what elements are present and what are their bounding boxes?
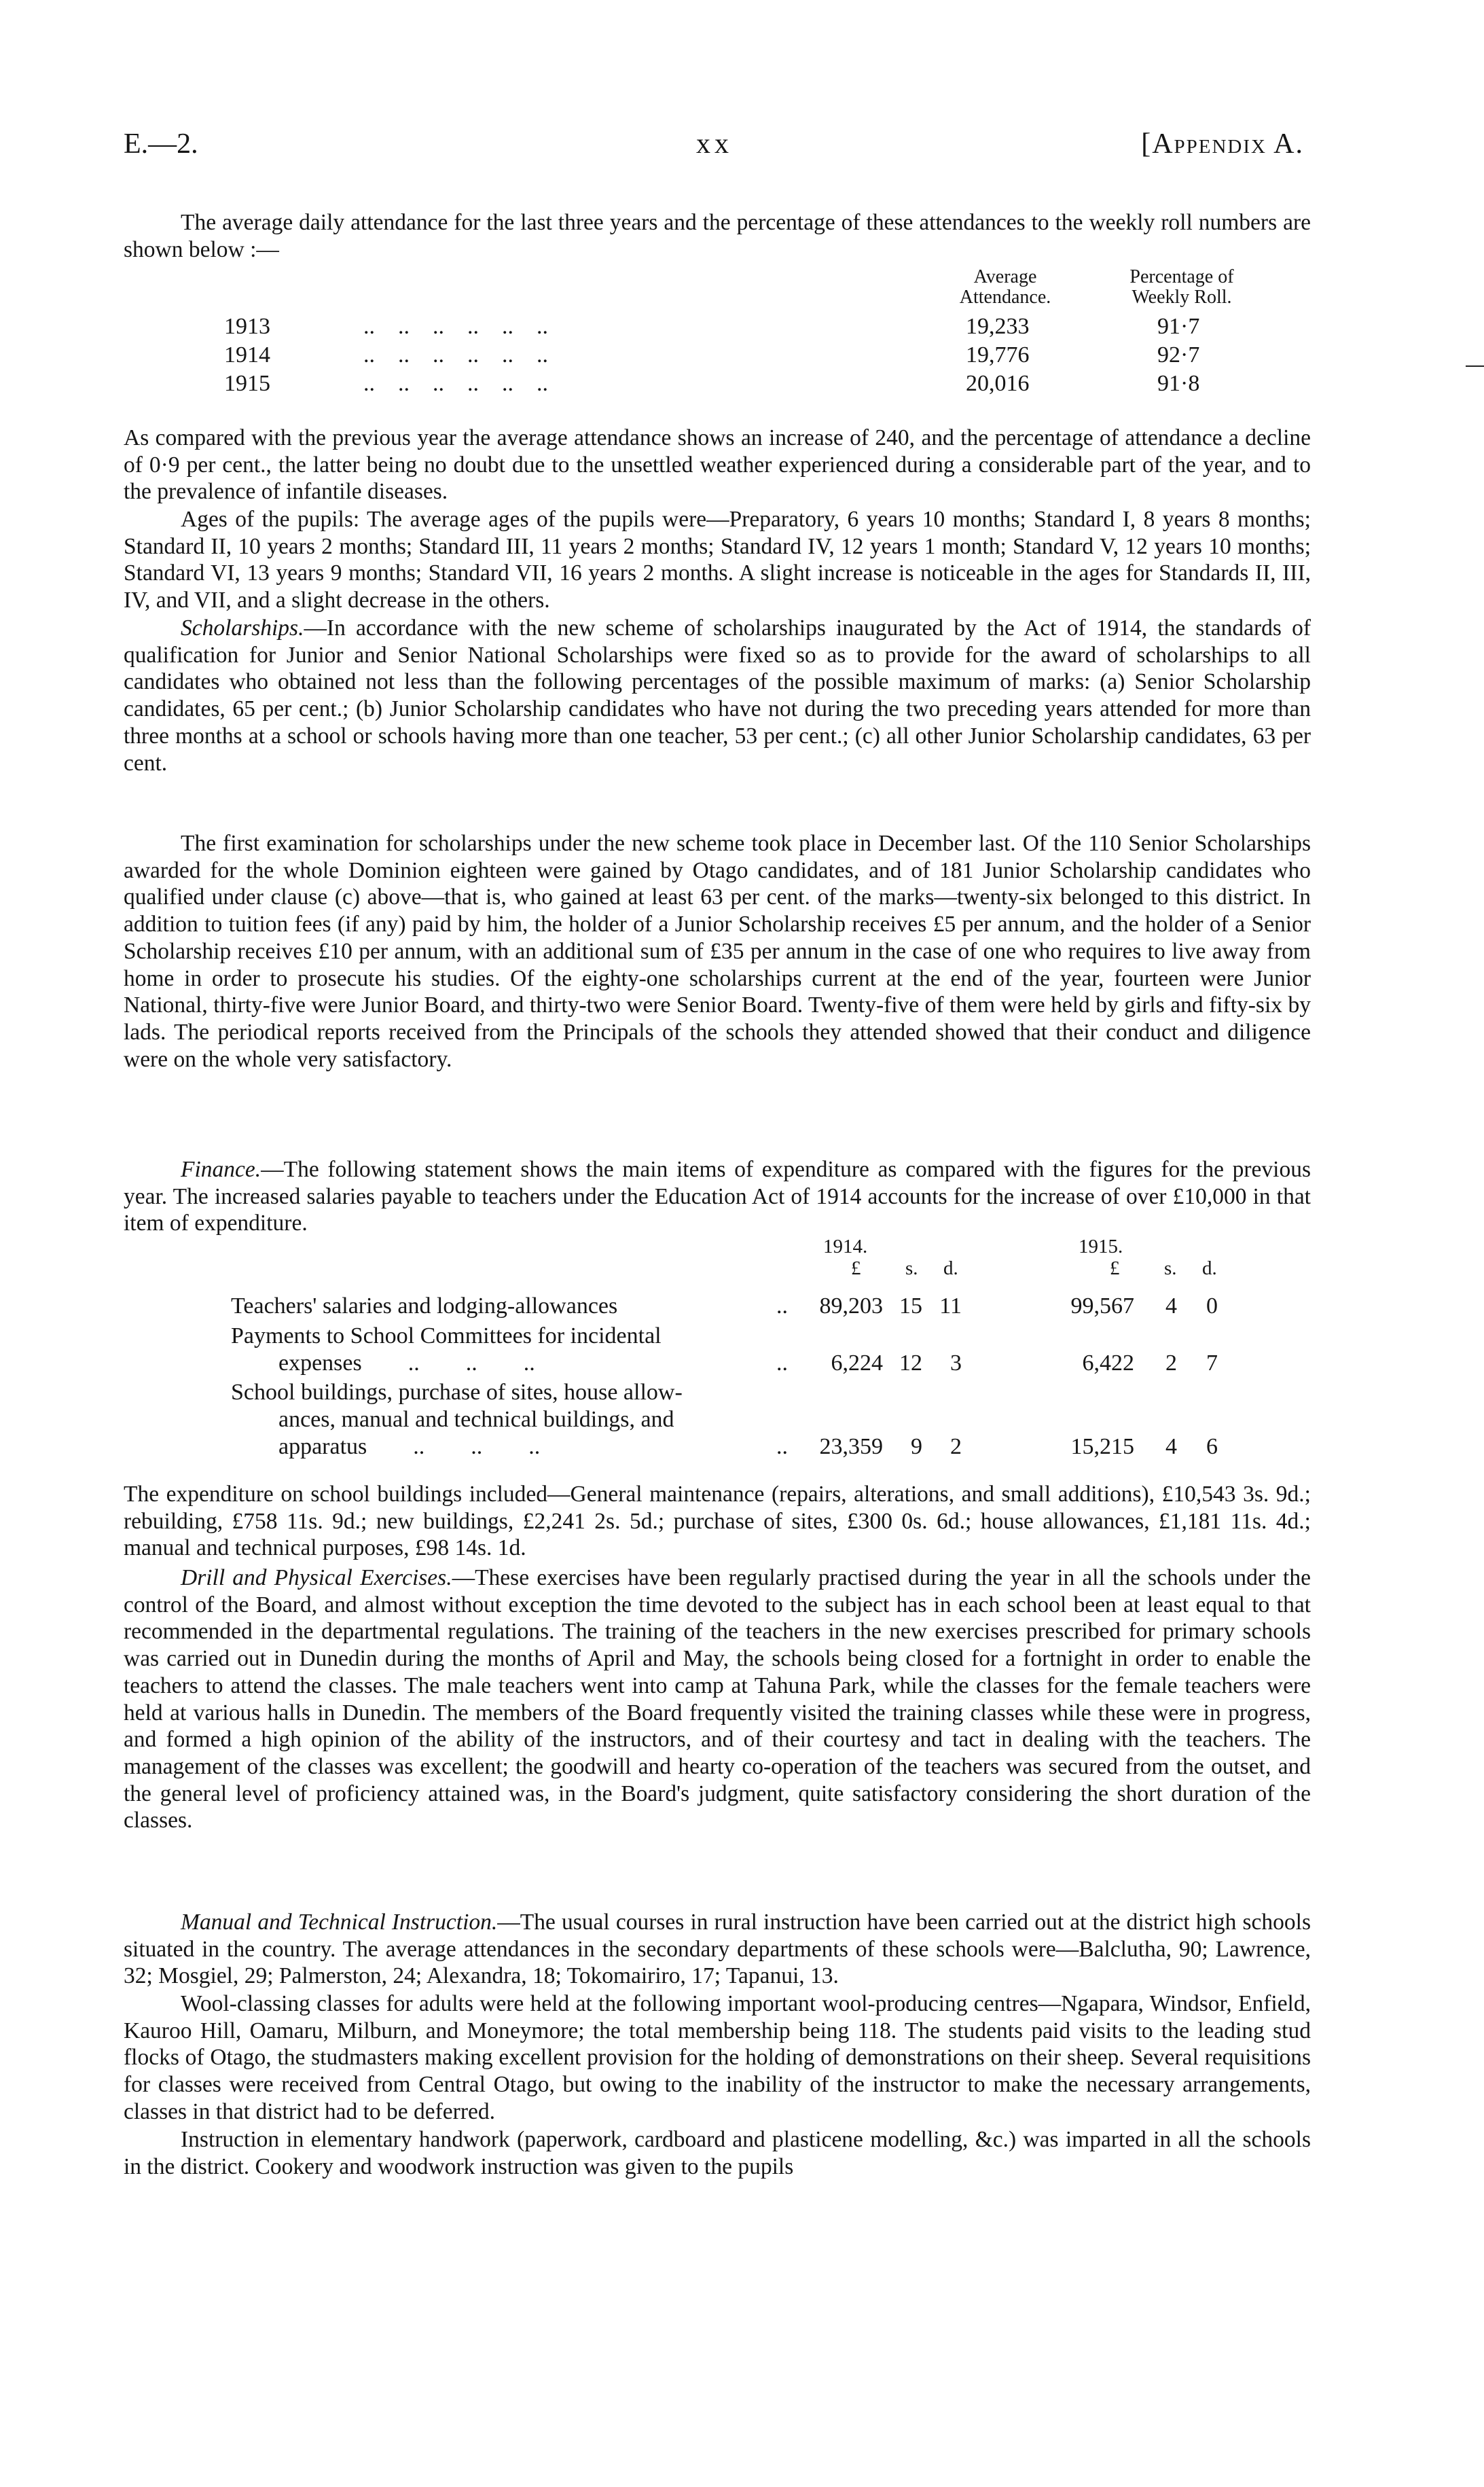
unit-shillings: s. — [1164, 1257, 1177, 1279]
col-percent-header — [1104, 267, 1260, 308]
paragraph-attendance-comparison: As compared with the previous year the average attendance shows an increase of 240, and the percentage of attendance a decline of 0·9 per cent., the latter being no doubt due to the unsettled weather experienced during a considerable part of the year, and to the prevalence of infantile diseases. — [124, 425, 1311, 505]
paragraph-finance — [124, 1156, 1311, 1237]
col-percent-line2: Weekly Roll. — [1132, 287, 1232, 308]
table-row — [224, 371, 1243, 399]
finance-item-line: apparatus .. .. .. — [278, 1434, 541, 1459]
finance-year-1914: 1914. — [823, 1236, 868, 1257]
manual-text: —The usual courses in rural instruction have been carried out at the district high schools situated in the country. The average attendances in the secondary departments of these schools were—Balclutha, 90; Lawrence, 32; Mosgiel, 29; Palmerston, 24; Alexandra, 18; Tokomairiro, 17; Tapanui, 13. — [124, 1910, 1311, 1989]
paragraph-manual-technical — [124, 1909, 1311, 1990]
value-1914-pounds: 23,359 — [819, 1434, 883, 1459]
finance-leader: .. — [776, 1434, 788, 1459]
value-1915-shillings: 4 — [1165, 1293, 1177, 1319]
value-1914-shillings: 12 — [899, 1350, 922, 1376]
value-1915-pounds: 99,567 — [1070, 1293, 1134, 1319]
paragraph-handwork: Instruction in elementary handwork (paperwork, cardboard and plasticene modelling, &c.) was imparted in all the schools in the district. Cookery and woodwork instruction was given to the pupils — [124, 2127, 1311, 2179]
unit-pounds: £ — [1110, 1257, 1120, 1279]
intro-paragraph: The average daily attendance for the last three years and the percentage of these attendances to the weekly roll numbers are shown below :— — [124, 210, 1311, 262]
col-average-header — [937, 267, 1073, 308]
drill-heading: Drill and Physical Exercises. — [181, 1565, 452, 1590]
value-1915-pounds: 15,215 — [1070, 1434, 1134, 1459]
finance-item-line: Teachers' salaries and lodging-allowances — [231, 1293, 618, 1319]
value-1914-pounds: 89,203 — [819, 1293, 883, 1319]
paragraph-scholarship-exam: The first examination for scholarships under the new scheme took place in December last. Of the 110 Senior Scholarships awarded for the whole Dominion eighteen were gained by Otago candidates, and of 181 Junior Scholarship candidates who qualified under clause (c) above—that is, who gained at least 63 per cent. of the marks—twenty-six belonged to this district. In addition to tuition fees (if any) paid by him, the holder of a Junior Scholarship receives £5 per annum, and the holder of a Senior Scholarship receives £10 per annum, with an additional sum of £35 per annum in the case of one who requires to live away from home in order to prosecute his studies. Of the eighty-one scholarships current at the end of the year, fourteen were Junior National, thirty-five were Junior Board, and thirty-two were Senior Board. Twenty-five of them were held by girls and fifty-six by lads. The periodical reports received from the Principals of the schools they attended showed that their conduct and diligence were on the whole very satisfactory. — [124, 831, 1311, 1072]
finance-item-label — [231, 1293, 801, 1320]
row-year: 1915 — [224, 371, 270, 396]
value-1915-pence: 0 — [1206, 1293, 1218, 1319]
value-1914-pence: 2 — [950, 1434, 962, 1459]
header-reference: E.—2. — [124, 128, 198, 160]
manual-heading: Manual and Technical Instruction. — [181, 1910, 498, 1935]
finance-item-line: expenses .. .. .. — [278, 1350, 535, 1376]
row-year: 1914 — [224, 342, 270, 368]
margin-mark — [1466, 365, 1484, 367]
header-appendix: [Appendix A. — [1141, 128, 1304, 160]
row-average: 20,016 — [966, 371, 1030, 396]
value-1914-pence: 11 — [939, 1293, 962, 1319]
paragraph-ages: Ages of the pupils: The average ages of the pupils were—Preparatory, 6 years 10 months; Standard I, 8 years 8 months; Standard II, 10 years 2 months; Standard III, 11 years 2 months; Standard IV, 12 years 1 month; Standard V, 12 years 10 months; Standard VI, 13 years 9 months; Standard VII, 16 years 2 months. A slight increase is noticeable in the ages for Standards II, III, IV, and VII, and a slight decrease in the others. — [124, 507, 1311, 613]
col-average-line1: Average — [973, 266, 1037, 287]
value-1914-pence: 3 — [950, 1350, 962, 1376]
finance-leader: .. — [776, 1293, 788, 1319]
row-year: 1913 — [224, 314, 270, 339]
finance-item-line: Payments to School Committees for incidental — [231, 1323, 662, 1348]
value-1914-shillings: 9 — [911, 1434, 922, 1459]
paragraph-scholarships — [124, 615, 1311, 776]
value-1914-shillings: 15 — [899, 1293, 922, 1319]
value-1915-pence: 6 — [1206, 1434, 1218, 1459]
value-1915-shillings: 4 — [1165, 1434, 1177, 1459]
scholarships-heading: Scholarships. — [181, 615, 304, 641]
scholarships-text: —In accordance with the new scheme of scholarships inaugurated by the Act of 1914, the standards of qualification for Junior and Senior National Scholarships were fixed so as to provide for the award of scholarships to all candidates who obtained not less than the following percentages of the possible maximum of marks: (a) Senior Scholarship candidates, 65 per cent.; (b) Junior Scholarship candidates who have not during the two preceding years attended for more than three months at a school or schools having more than one teacher, 53 per cent.; (c) all other Junior Scholarship candidates, 63 per cent. — [124, 615, 1311, 776]
unit-pounds: £ — [851, 1257, 861, 1279]
row-percent: 92·7 — [1157, 342, 1200, 368]
finance-year-1915: 1915. — [1079, 1236, 1123, 1257]
unit-pence: d. — [943, 1257, 958, 1279]
unit-shillings: s. — [905, 1257, 918, 1279]
row-leader: .. .. .. .. .. .. — [363, 371, 548, 396]
value-1915-pounds: 6,422 — [1082, 1350, 1134, 1376]
value-1915-pence: 7 — [1206, 1350, 1218, 1376]
drill-text: —These exercises have been regularly practised during the year in all the schools under the control of the Board, and almost without exception the time devoted to the subject has in each school been at least equal to that recommended in the departmental regulations. The training of the teachers in the new exercises prescribed for primary schools was carried out in Dunedin during the months of April and May, the schools being closed for a fortnight in order to enable the teachers to attend the classes. The male teachers went into camp at Tahuna Park, while the classes for the female teachers were held at various halls in Dunedin. The members of the Board frequently visited the training classes while these were in progress, and formed a high opinion of the ability of the instructors, and of their courtesy and tact in dealing with the teachers. The management of the classes was excellent; the goodwill and hearty co-operation of the teachers was secured from the outset, and the general level of proficiency attained was, in the Board's judgment, quite satisfactory considering the short duration of the classes. — [124, 1565, 1311, 1833]
row-leader: .. .. .. .. .. .. — [363, 342, 548, 368]
finance-item-line: ances, manual and technical buildings, and — [278, 1407, 674, 1432]
finance-item-label — [231, 1323, 801, 1377]
value-1914-pounds: 6,224 — [831, 1350, 883, 1376]
finance-leader: .. — [776, 1350, 788, 1376]
row-leader: .. .. .. .. .. .. — [363, 314, 548, 339]
row-average: 19,776 — [966, 342, 1030, 368]
row-percent: 91·8 — [1157, 371, 1200, 396]
table-row — [224, 342, 1243, 371]
col-percent-line1: Percentage of — [1129, 266, 1234, 287]
row-percent: 91·7 — [1157, 314, 1200, 339]
header-page-number: xx — [696, 128, 733, 160]
finance-item-line: School buildings, purchase of sites, house allow- — [231, 1380, 683, 1405]
finance-text: —The following statement shows the main items of expenditure as compared with the figures for the previous year. The increased salaries payable to teachers under the Education Act of 1914 accounts for the increase of over £10,000 in that item of expenditure. — [124, 1157, 1311, 1236]
paragraph-wool-classing: Wool-classing classes for adults were held at the following important wool-producing centres—Ngapara, Windsor, Enfield, Kauroo Hill, Oamaru, Milburn, and Moneymore; the total membership being 118. The students paid visits to the leading stud flocks of Otago, the studmasters making excellent provision for the holding of demonstrations on their sheep. Several requisitions for classes were received from Central Otago, but owing to the inability of the instructor to make the necessary arrangements, classes in that district had to be deferred. — [124, 1991, 1311, 2124]
unit-pence: d. — [1202, 1257, 1217, 1279]
finance-heading: Finance. — [181, 1157, 261, 1182]
paragraph-building-expenditure: The expenditure on school buildings included—General maintenance (repairs, alterations, and small additions), £10,543 3s. 9d.; rebuilding, £758 11s. 9d.; new buildings, £2,241 2s. 5d.; purchase of sites, £300 0s. 6d.; house allowances, £1,181 11s. 4d.; manual and technical purposes, £98 14s. 1d. — [124, 1482, 1311, 1561]
finance-item-label — [231, 1379, 801, 1461]
row-average: 19,233 — [966, 314, 1030, 339]
value-1915-shillings: 2 — [1165, 1350, 1177, 1376]
col-average-line2: Attendance. — [959, 287, 1051, 308]
paragraph-drill — [124, 1564, 1311, 1834]
table-row — [224, 314, 1243, 342]
